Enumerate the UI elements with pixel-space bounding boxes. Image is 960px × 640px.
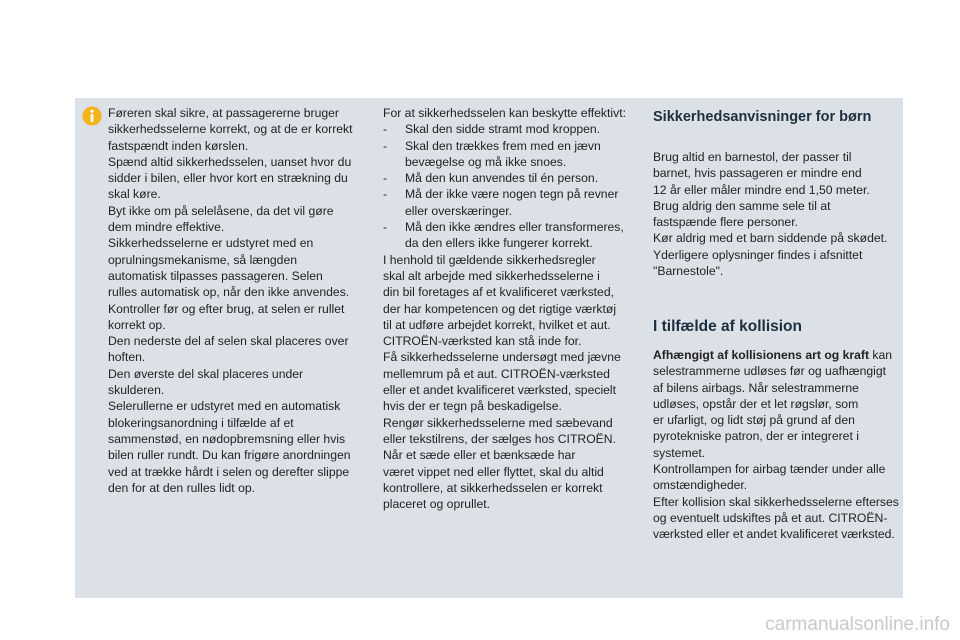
text-line: din bil foretages af et kvalificeret værksted, — [383, 285, 614, 300]
text-line: eller et andet kvalificeret værksted, specielt — [383, 383, 617, 398]
text-line: Brug altid en barnestol, der passer til — [653, 150, 852, 164]
text-line: er ufarligt, og lidt støj på grund af den — [653, 413, 855, 428]
text-line: fastspænde flere personer. — [653, 215, 798, 230]
text-line: "Barnestole". — [653, 264, 724, 279]
text-line: Føreren skal sikre, at passagererne bruger — [108, 106, 339, 120]
info-icon — [82, 106, 102, 126]
text-line: der har kompetencen og det rigtige værktøj — [383, 301, 617, 316]
text-line: blokeringsanordning i tilfælde af et — [108, 415, 294, 430]
text-line: Kontrollampen for airbag tænder under alle — [653, 462, 886, 477]
text-line: skulderen. — [108, 383, 165, 398]
list-item — [383, 121, 635, 137]
heading-collision: I tilfælde af kollision — [653, 318, 802, 335]
list-item-continuation: eller overskæringer. — [405, 203, 513, 218]
text-line: Yderligere oplysninger findes i afsnittet — [653, 247, 863, 262]
text-line: Byt ikke om på selelåsene, da det vil gøre — [108, 203, 334, 218]
text-line: omstændigheder. — [653, 478, 748, 493]
text-line: Spænd altid sikkerhedsselen, uanset hvor du — [108, 154, 352, 169]
text-line: skal alt arbejde med sikkerhedsselerne i — [383, 268, 600, 283]
text-line: CITROËN-værksted kan stå inde for. — [383, 334, 582, 349]
list-item-text: Må den kun anvendes til én person. — [405, 171, 599, 186]
text-line: sikkerhedsselerne korrekt, og at de er korrekt — [108, 122, 353, 137]
text-line: 12 år eller måler mindre end 1,50 meter. — [653, 182, 870, 197]
text-line: dem mindre effektive. — [108, 220, 225, 235]
text-line: automatisk tilpasses passageren. Selen — [108, 268, 323, 283]
list-dash: - — [383, 122, 388, 137]
list-dash: - — [383, 171, 388, 186]
text-line: Når et sæde eller et bænksæde har — [383, 448, 576, 463]
text-line: sidder i bilen, eller hvor kort en strækning du — [108, 171, 348, 186]
list-item — [383, 186, 635, 202]
list-item-continuation: da den ellers ikke fungerer korrekt. — [405, 236, 593, 251]
text-line: Sikkerhedsselerne er udstyret med en — [108, 236, 314, 251]
text-line: ved at trække hårdt i selen og derefter slippe — [108, 464, 350, 479]
text-line: placeret og oprullet. — [383, 497, 491, 512]
text-line: Kontroller før og efter brug, at selen er rullet — [108, 301, 345, 316]
text-line: Selerullerne er udstyret med en automatisk — [108, 399, 341, 414]
watermark: carmanualsonline.info — [765, 614, 950, 635]
text-line: Kør aldrig med et barn siddende på skødet. — [653, 231, 888, 246]
text-line: skal køre. — [108, 187, 161, 202]
list-dash: - — [383, 187, 388, 202]
lead-rest: kan — [869, 348, 893, 362]
list-item — [383, 138, 635, 154]
collision-paragraph — [653, 347, 901, 543]
list-item — [383, 219, 635, 235]
text-line: Den øverste del skal placeres under — [108, 366, 304, 381]
text-line: Brug aldrig den samme sele til at — [653, 198, 831, 213]
text-line: oprulningsmekanisme, så længden — [108, 252, 298, 267]
list-dash: - — [383, 220, 388, 235]
list-item-text: Skal den trækkes frem med en jævn — [405, 138, 601, 153]
text-line: sammenstød, en nødopbremsning eller hvis — [108, 431, 346, 446]
text-line: hvis der er tegn på beskadigelse. — [383, 399, 562, 414]
text-line: af bilens airbags. Når selestrammerne — [653, 380, 859, 395]
text-line: kontrollere, at sikkerhedsselen er korrekt — [383, 480, 603, 495]
text-line: I henhold til gældende sikkerhedsregler — [383, 252, 596, 267]
text-line: Få sikkerhedsselerne undersøgt med jævne — [383, 350, 621, 365]
text-line: udløses, opstår der et let røgslør, som — [653, 396, 859, 411]
list-item-text: Må den ikke ændres eller transformeres, — [405, 220, 624, 235]
seatbelt-usage-column — [383, 105, 635, 512]
text-line: mellemrum på et aut. CITROËN-værksted — [383, 366, 610, 381]
text-line: værksted eller et andet kvalificeret værksted. — [653, 527, 895, 542]
text-line: Efter kollision skal sikkerhedsselerne efterses — [653, 494, 899, 509]
list-dash: - — [383, 138, 388, 153]
text-line: fastspændt inden kørslen. — [108, 138, 249, 153]
text-line: eller tekstilrens, der sælges hos CITROËN. — [383, 431, 616, 446]
text-line: hoften. — [108, 350, 146, 365]
text-line: rulles automatisk op, når den ikke anvendes. — [108, 285, 350, 300]
list-intro: For at sikkerhedsselen kan beskytte effektivt: — [383, 106, 626, 120]
text-line: og eventuelt udskiftes på et aut. CITROËN- — [653, 510, 888, 525]
text-line — [653, 347, 901, 363]
text-line: korrekt op. — [108, 317, 166, 332]
text-line: systemet. — [653, 445, 706, 460]
list-item-continuation: bevægelse og må ikke snoes. — [405, 154, 567, 169]
list-item — [383, 170, 635, 186]
text-line: pyrotekniske patron, der er integreret i — [653, 429, 859, 444]
seatbelt-info-column — [108, 105, 358, 496]
child-safety-paragraph — [653, 149, 901, 279]
text-line: til at udføre arbejdet korrekt, hvilket et aut. — [383, 317, 611, 332]
text-line: været vippet ned eller flyttet, skal du altid — [383, 464, 604, 479]
list-item-text: Må der ikke være nogen tegn på revner — [405, 187, 619, 202]
text-line: selestrammerne udløses før og uafhængigt — [653, 364, 887, 379]
text-line: den for at den rulles lidt op. — [108, 480, 256, 495]
text-line: Rengør sikkerhedsselerne med sæbevand — [383, 415, 613, 430]
list-item-text: Skal den sidde stramt mod kroppen. — [405, 122, 601, 137]
bold-lead: Afhængigt af kollisionens art og kraft — [653, 348, 870, 362]
text-line: barnet, hvis passageren er mindre end — [653, 166, 862, 181]
text-line: bilen ruller rundt. Du kan frigøre anordningen — [108, 448, 351, 463]
text-line: Den nederste del af selen skal placeres over — [108, 334, 349, 349]
heading-child-safety: Sikkerhedsanvisninger for børn — [653, 109, 872, 125]
